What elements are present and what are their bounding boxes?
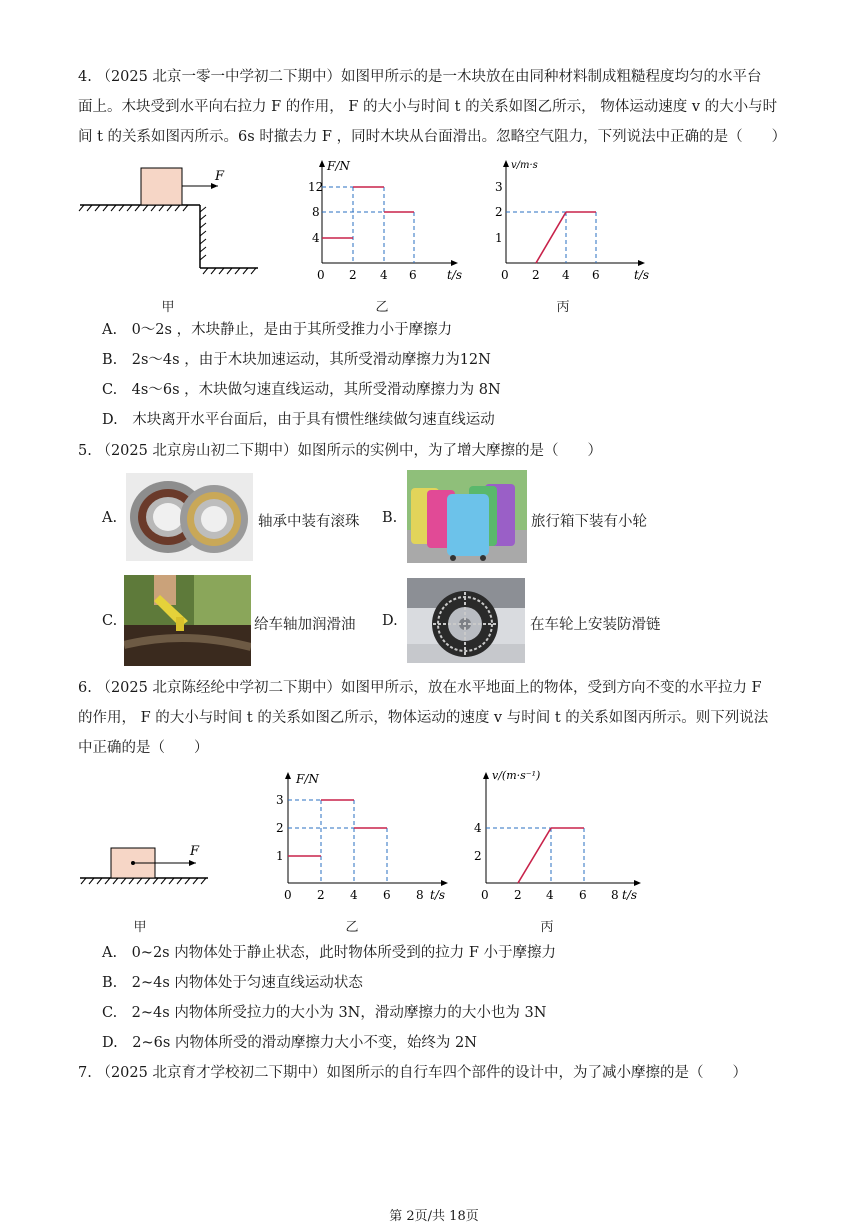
q4-bing-xlabel: t/s	[634, 268, 650, 282]
q5-option-a-caption[interactable]: 轴承中装有滚珠	[258, 514, 360, 530]
q6-figure-jia	[78, 838, 218, 890]
q6-option-b[interactable]: B. 2~4s 内物体处于匀速直线运动状态	[102, 975, 363, 991]
q4-bing-segment-2-4	[536, 212, 566, 263]
q6-chart-bing	[470, 765, 660, 905]
q6-option-c[interactable]: C. 2~4s 内物体所受拉力的大小为 3N，滑动摩擦力的大小也为 3N	[102, 1005, 547, 1021]
q4-option-a[interactable]: A. 0～2s ，木块静止，是由于其所受推力小于摩擦力	[102, 322, 453, 338]
q4-bing-xtick-2: 2	[532, 268, 540, 282]
q5-option-c-caption[interactable]: 给车轴加润滑油	[254, 617, 356, 633]
q4-bing-ytick-3: 3	[495, 180, 503, 194]
lubricating-oil-photo	[124, 575, 251, 666]
q4-bing-xtick-0: 0	[501, 268, 509, 282]
q6-bing-xtick-2: 2	[514, 888, 522, 902]
q6-bing-xtick-0: 0	[481, 888, 489, 902]
q6-yi-xtick-4: 4	[350, 888, 358, 902]
q6-stem-line3: 中正确的是（ ）	[78, 740, 209, 756]
q4-option-c[interactable]: C. 4s～6s ，木块做匀速直线运动，其所受滑动摩擦力为 8N	[102, 382, 501, 398]
q6-figure-jia-label: 甲	[133, 920, 147, 935]
q6-chart-yi	[270, 765, 460, 905]
q4-bing-ytick-2: 2	[495, 205, 503, 219]
force-label: F	[215, 169, 225, 184]
q4-chart-bing-label: 丙	[556, 300, 570, 315]
q4-option-d[interactable]: D. 木块离开水平台面后，由于具有惯性继续做匀速直线运动	[102, 412, 495, 428]
q4-figure-jia-label: 甲	[161, 300, 175, 315]
q4-option-b[interactable]: B. 2s～4s ，由于木块加速运动，其所受滑动摩擦力为12N	[102, 352, 491, 368]
q4-yi-xlabel: t/s	[447, 268, 463, 282]
q5-option-c-letter[interactable]: C.	[102, 613, 118, 629]
q4-yi-xtick-6: 6	[409, 268, 417, 282]
q4-stem-line2: 面上。木块受到水平向右拉力 F 的作用， F 的大小与时间 t 的关系如图乙所示， 物体运动速度 v 的大小与时	[78, 99, 778, 115]
q6-yi-ytick-1: 1	[276, 849, 284, 863]
q6-bing-ytick-2: 2	[474, 849, 482, 863]
q4-stem-line3: 间 t 的关系如图丙所示。6s 时撤去力 F ，同时木块从台面滑出。忽略空气阻力，下列说法中正确的是（ ）	[78, 129, 787, 145]
q6-yi-ytick-3: 3	[276, 793, 284, 807]
q4-yi-ytick-4: 4	[312, 231, 320, 245]
q4-yi-ytick-8: 8	[312, 205, 320, 219]
q6-yi-xtick-6: 6	[383, 888, 391, 902]
q6-yi-xtick-0: 0	[284, 888, 292, 902]
q5-option-d-letter[interactable]: D.	[382, 613, 398, 629]
q4-chart-yi	[300, 155, 470, 285]
snow-chain-photo	[407, 578, 525, 663]
q7-stem-line1: 7. （2025 北京育才学校初二下期中）如图所示的自行车四个部件的设计中，为了减小摩擦的是（ ）	[78, 1065, 747, 1081]
q4-stem-line1: 4. （2025 北京一零一中学初二下期中）如图甲所示的是一木块放在由同种材料制成粗糙程度均匀的水平台	[78, 69, 762, 85]
q6-option-a[interactable]: A. 0~2s 内物体处于静止状态，此时物体所受到的拉力 F 小于摩擦力	[102, 945, 557, 961]
q5-stem-line1: 5. （2025 北京房山初二下期中）如图所示的实例中，为了增大摩擦的是（ ）	[78, 443, 602, 459]
suitcase-photo	[407, 470, 527, 563]
q6-chart-yi-label: 乙	[345, 920, 359, 935]
q5-option-d-caption[interactable]: 在车轮上安装防滑链	[530, 617, 661, 633]
q4-yi-xtick-4: 4	[380, 268, 388, 282]
q6-stem-line2: 的作用， F 的大小与时间 t 的关系如图乙所示，物体运动的速度 v 与时间 t 的关系如图丙所示。则下列说法	[78, 710, 769, 726]
q5-option-b-caption[interactable]: 旅行箱下装有小轮	[531, 514, 647, 530]
q4-chart-yi-label: 乙	[375, 300, 389, 315]
q4-bing-xtick-4: 4	[562, 268, 570, 282]
q6-bing-xlabel: t/s	[622, 888, 638, 902]
q6-option-d[interactable]: D. 2~6s 内物体所受的滑动摩擦力大小不变，始终为 2N	[102, 1035, 477, 1051]
q6-yi-ytick-2: 2	[276, 821, 284, 835]
page-footer: 第 2页/共 18页	[389, 1209, 479, 1224]
q6-bing-ytick-4: 4	[474, 821, 482, 835]
q6-stem-line1: 6. （2025 北京陈经纶中学初二下期中）如图甲所示，放在水平地面上的物体，受到方向不变的水平拉力 F	[78, 680, 762, 696]
q6-chart-bing-label: 丙	[540, 920, 554, 935]
q6-yi-xtick-8: 8	[416, 888, 424, 902]
q5-option-b-letter[interactable]: B.	[382, 510, 398, 526]
q4-yi-xtick-0: 0	[317, 268, 325, 282]
q6-yi-ylabel: F/N	[296, 772, 319, 786]
q6-yi-xlabel: t/s	[430, 888, 446, 902]
q4-yi-xtick-2: 2	[349, 268, 357, 282]
q6-yi-xtick-2: 2	[317, 888, 325, 902]
wood-block	[141, 168, 182, 205]
q4-bing-ytick-1: 1	[495, 231, 503, 245]
bearing-photo	[126, 473, 253, 561]
q4-yi-ylabel: F/N	[327, 159, 350, 173]
q6-bing-xtick-6: 6	[579, 888, 587, 902]
q4-figure-jia	[78, 160, 268, 280]
q6-force-label: F	[190, 844, 200, 859]
q4-bing-xtick-6: 6	[592, 268, 600, 282]
q6-bing-segment-2-4	[518, 828, 551, 883]
q4-yi-ytick-12: 12	[308, 180, 324, 194]
q4-chart-bing	[484, 155, 659, 285]
q6-bing-xtick-8: 8	[611, 888, 619, 902]
q4-bing-ylabel: v/m·s	[511, 160, 538, 171]
q6-bing-xtick-4: 4	[546, 888, 554, 902]
q5-option-a-letter[interactable]: A.	[102, 510, 118, 526]
q6-bing-ylabel: v/(m·s⁻¹)	[492, 769, 541, 782]
